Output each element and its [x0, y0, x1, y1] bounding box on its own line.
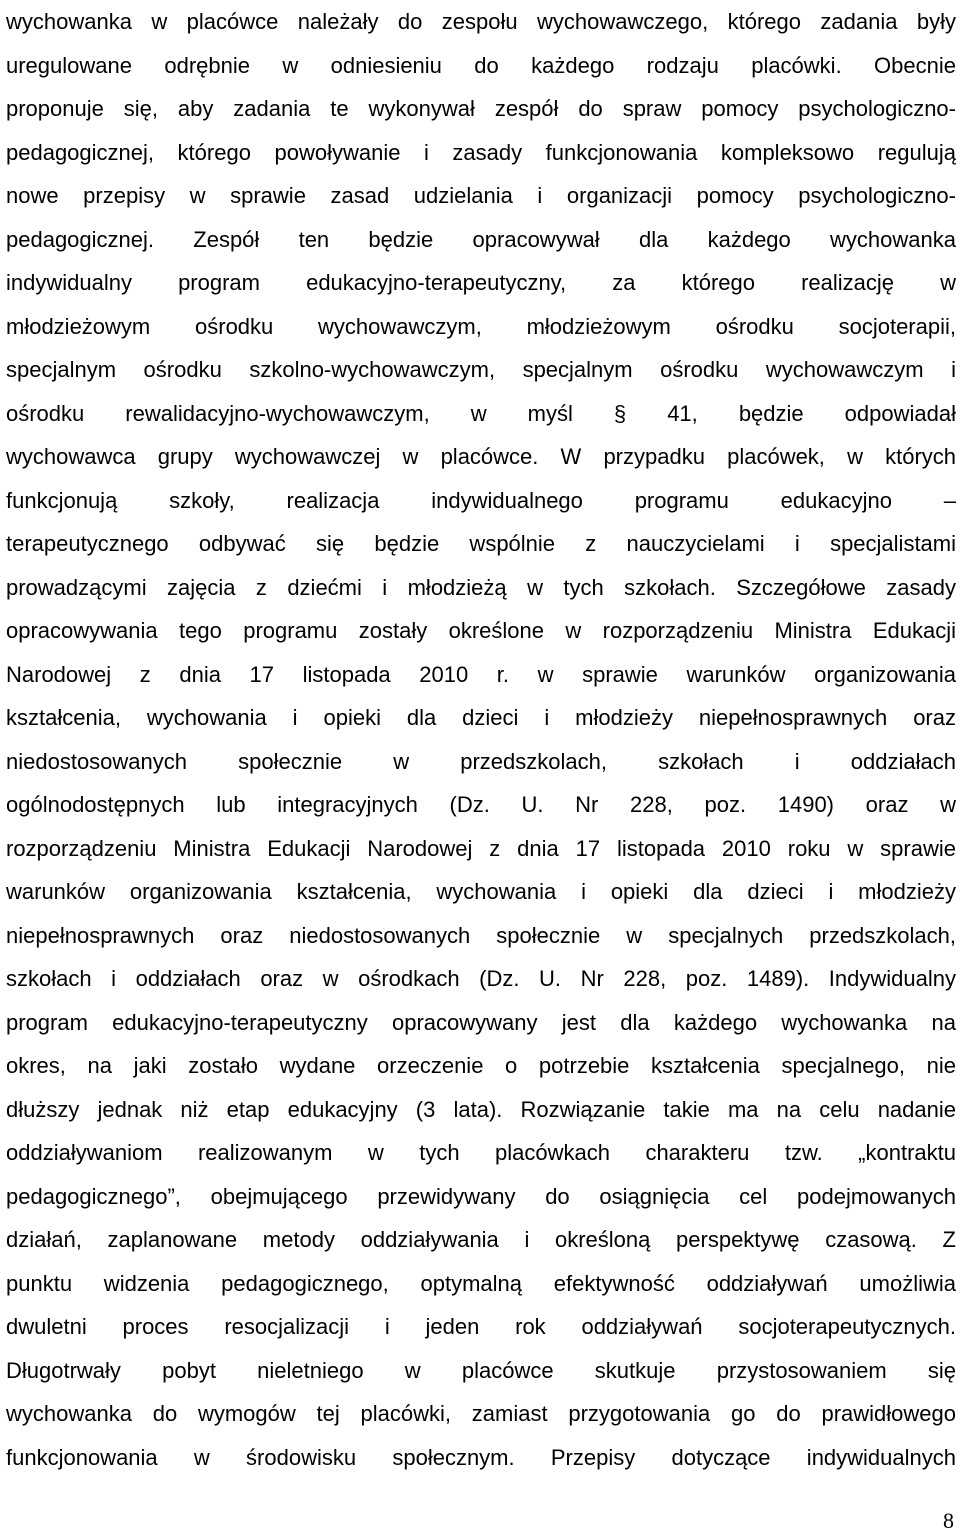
text-line: funkcjonują szkoły, realizacja indywidualnego programu edukacyjno –: [6, 487, 956, 513]
text-line: wychowanka do wymogów tej placówki, zamiast przygotowania go do prawidłowego: [6, 1401, 956, 1426]
text-line: działań, zaplanowane metody oddziaływania i określoną perspektywę czasową. Z: [6, 1227, 956, 1252]
text-line: niepełnosprawnych oraz niedostosowanych społecznie w specjalnych przedszkolach,: [6, 922, 956, 948]
text-line: kształcenia, wychowania i opieki dla dzieci i młodzieży niepełnosprawnych oraz: [6, 705, 956, 730]
text-line: pedagogicznego”, obejmującego przewidywany do osiągnięcia cel podejmowanych: [6, 1183, 956, 1209]
text-line: proponuje się, aby zadania te wykonywał zespół do spraw pomocy psychologiczno-: [6, 96, 956, 121]
text-line: Narodowej z dnia 17 listopada 2010 r. w sprawie warunków organizowania: [6, 661, 956, 687]
text-line: wychowawca grupy wychowawczej w placówce. W przypadku placówek, w których: [6, 444, 956, 469]
text-line: opracowywania tego programu zostały określone w rozporządzeniu Ministra Edukacji: [6, 618, 956, 643]
text-line: szkołach i oddziałach oraz w ośrodkach (Dz. U. Nr 228, poz. 1489). Indywidualny: [6, 966, 956, 991]
text-line: oddziaływaniom realizowanym w tych placówkach charakteru tzw. „kontraktu: [6, 1140, 956, 1165]
text-line: nowe przepisy w sprawie zasad udzielania i organizacji pomocy psychologiczno-: [6, 183, 956, 208]
text-line: okres, na jaki zostało wydane orzeczenie o potrzebie kształcenia specjalnego, nie: [6, 1053, 956, 1078]
text-line: prowadzącymi zajęcia z dziećmi i młodzieżą w tych szkołach. Szczegółowe zasady: [6, 574, 956, 600]
text-line: młodzieżowym ośrodku wychowawczym, młodzieżowym ośrodku socjoterapii,: [6, 313, 956, 339]
text-line: rozporządzeniu Ministra Edukacji Narodowej z dnia 17 listopada 2010 roku w sprawie: [6, 835, 956, 861]
text-line: niedostosowanych społecznie w przedszkolach, szkołach i oddziałach: [6, 748, 956, 774]
text-line: pedagogicznej. Zespół ten będzie opracowywał dla każdego wychowanka: [6, 226, 956, 252]
text-line: dwuletni proces resocjalizacji i jeden rok oddziaływań socjoterapeutycznych.: [6, 1314, 956, 1339]
text-line: wychowanka w placówce należały do zespołu wychowawczego, którego zadania były: [6, 9, 956, 34]
text-line: pedagogicznej, którego powoływanie i zasady funkcjonowania kompleksowo regulują: [6, 139, 956, 165]
text-line: ogólnodostępnych lub integracyjnych (Dz. U. Nr 228, poz. 1490) oraz w: [6, 792, 956, 817]
document-body: [6, 0, 956, 1479]
page-number: 8: [943, 1508, 954, 1533]
text-line: Długotrwały pobyt nieletniego w placówce skutkuje przystosowaniem się: [6, 1357, 956, 1383]
text-line: specjalnym ośrodku szkolno-wychowawczym, specjalnym ośrodku wychowawczym i: [6, 357, 956, 382]
text-line: indywidualny program edukacyjno-terapeutyczny, za którego realizację w: [6, 270, 956, 295]
text-line: dłuższy jednak niż etap edukacyjny (3 lata). Rozwiązanie takie ma na celu nadanie: [6, 1096, 956, 1122]
text-line: funkcjonowania w środowisku społecznym. Przepisy dotyczące indywidualnych: [6, 1444, 956, 1470]
text-line: program edukacyjno-terapeutyczny opracowywany jest dla każdego wychowanka na: [6, 1009, 956, 1035]
text-line: ośrodku rewalidacyjno-wychowawczym, w myśl § 41, będzie odpowiadał: [6, 400, 956, 426]
text-line: terapeutycznego odbywać się będzie wspólnie z nauczycielami i specjalistami: [6, 531, 956, 556]
text-line: warunków organizowania kształcenia, wychowania i opieki dla dzieci i młodzieży: [6, 879, 956, 904]
text-line: uregulowane odrębnie w odniesieniu do każdego rodzaju placówki. Obecnie: [6, 52, 956, 78]
text-line: punktu widzenia pedagogicznego, optymalną efektywność oddziaływań umożliwia: [6, 1270, 956, 1296]
